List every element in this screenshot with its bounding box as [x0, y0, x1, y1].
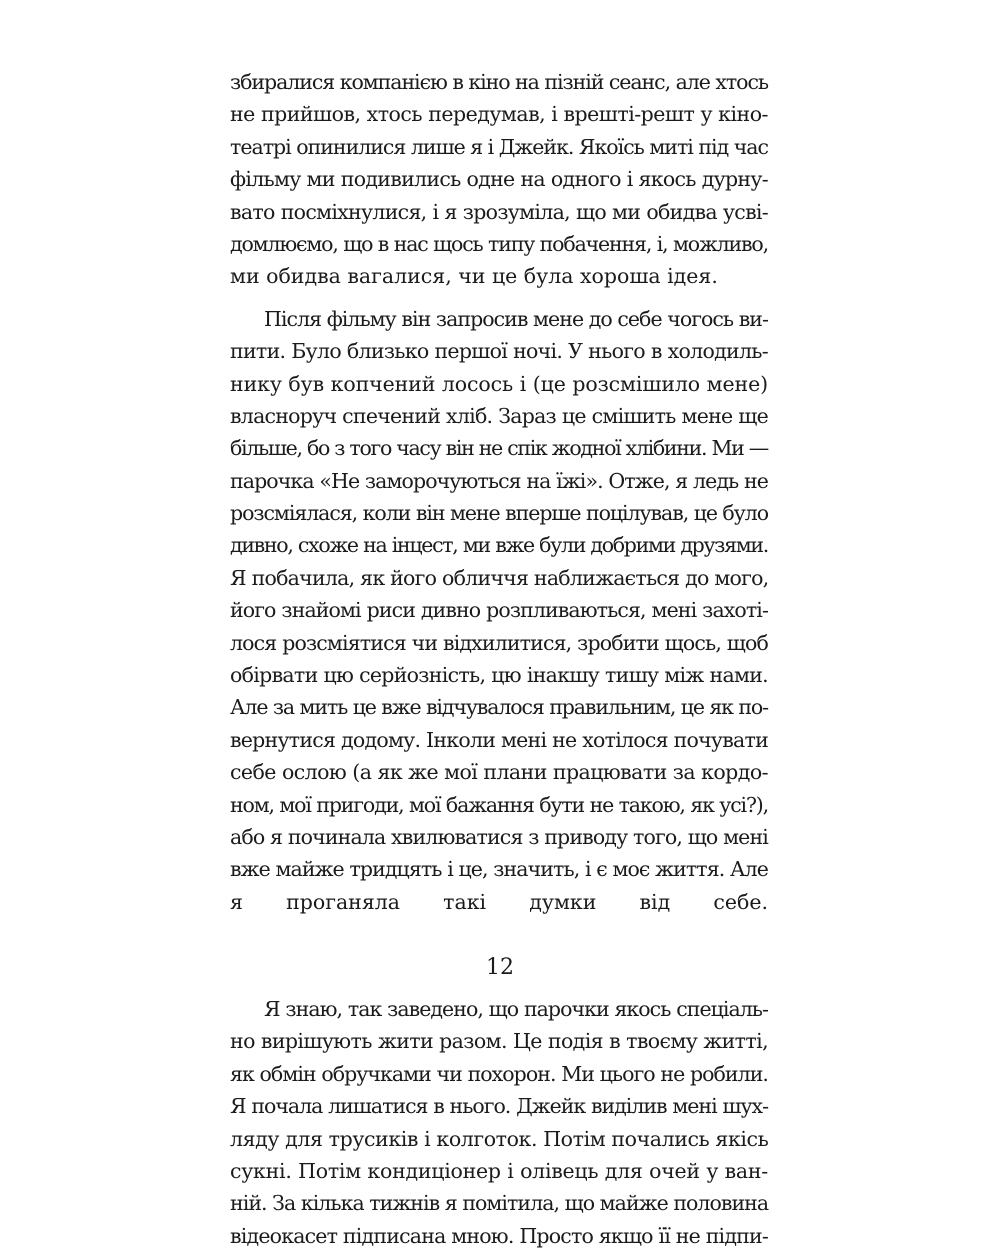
text-line: не прийшов, хтось передумав, і врешті-решт у кіно- — [230, 102, 768, 127]
text-line: театрі опинилися лише я і Джейк. Якоїсь миті під час — [230, 134, 768, 159]
text-line: Але за мить це вже відчувалося правильним, це як по- — [230, 695, 768, 720]
text-line: нику був копчений лосось і (це розсмішило мене) — [230, 371, 768, 396]
text-line: я проганяла такі думки від себе. — [230, 889, 768, 914]
text-line: розсміялася, коли він мене вперше поцілував, це було — [230, 501, 768, 526]
text-line: себе ослою (а як же мої плани працювати за кордо- — [230, 760, 768, 785]
text-line: обірвати цю серйозність, цю інакшу тишу між нами. — [230, 663, 768, 688]
text-line: фільму ми подивились одне на одного і якось дурну- — [230, 167, 768, 192]
text-line: Я почала лишатися в нього. Джейк виділив мені шух- — [230, 1094, 768, 1119]
text-line: вато посміхнулися, і я зрозуміла, що ми обидва усві- — [230, 199, 768, 224]
text-line: ми обидва вагалися, чи це була хороша ідея. — [230, 264, 718, 289]
body-text — [230, 66, 768, 1252]
text-line: відеокасет підписана мною. Просто якщо її не підпи- — [230, 1223, 768, 1248]
text-line: но вирішують жити разом. Це подія в твоєму житті, — [230, 1029, 768, 1054]
text-line: як обмін обручками чи похорон. Ми цього не робили. — [230, 1061, 768, 1086]
text-line: Після фільму він запросив мене до себе чогось ви- — [264, 306, 768, 331]
text-line: вже майже тридцять і це, значить, і є моє життя. Але — [230, 857, 768, 882]
text-line: ном, мої пригоди, мої бажання бути не такою, як усі?), — [230, 792, 768, 817]
text-line: сукні. Потім кондиціонер і олівець для очей у ван- — [230, 1158, 768, 1183]
paragraph — [230, 66, 768, 293]
text-line: пити. Було близько першої ночі. У нього в холодиль- — [230, 339, 768, 364]
text-line: Я побачила, як його обличчя наближається до мого, — [230, 565, 769, 590]
text-line: дивно, схоже на інцест, ми вже були добрими друзями. — [230, 533, 768, 558]
paragraph — [230, 993, 768, 1252]
text-line: лося розсміятися чи відхилитися, зробити щось, щоб — [230, 630, 768, 655]
paragraph — [230, 303, 768, 983]
text-line: вернутися додому. Інколи мені не хотілося почувати — [230, 727, 768, 752]
text-line: Я знаю, так заведено, що парочки якось спеціаль- — [264, 996, 768, 1021]
text-line: ляду для трусиків і колготок. Потім почались якісь — [230, 1126, 769, 1151]
text-line: домлюємо, що в нас щось типу побачення, і, можливо, — [230, 231, 768, 256]
text-line: власноруч спечений хліб. Зараз це смішить мене ще — [230, 403, 768, 428]
text-line: більше, бо з того часу він не спік жодної хлібини. Ми — — [230, 436, 768, 461]
text-line — [230, 918, 768, 950]
text-line: ній. За кілька тижнів я помітила, що майже половина — [230, 1191, 769, 1216]
page-number: 12 — [486, 955, 514, 980]
text-line: або я починала хвилюватися з приводу того, що мені — [230, 824, 768, 849]
text-line: збиралися компанією в кіно на пізній сеанс, але хтось — [230, 70, 768, 94]
text-line: парочка «Не заморочуються на їжі». Отже, я ледь не — [230, 468, 768, 493]
text-line: його знайомі риси дивно розпливаються, мені захоті- — [230, 598, 768, 623]
